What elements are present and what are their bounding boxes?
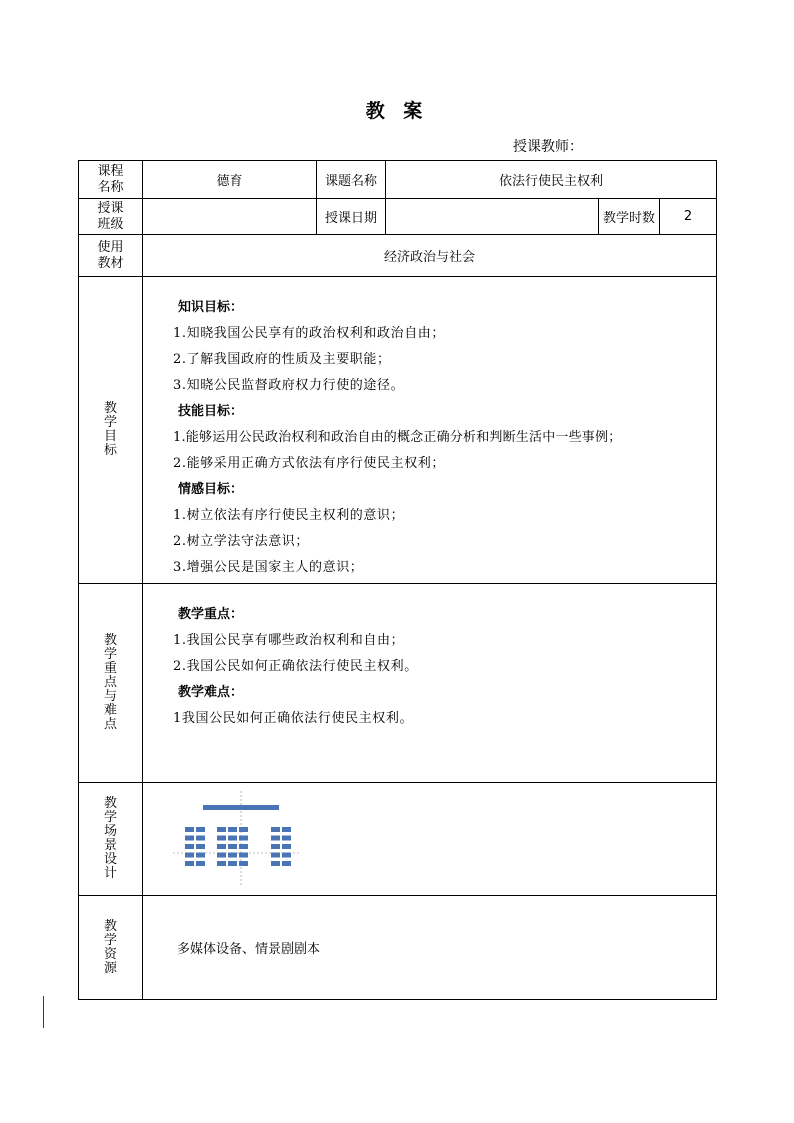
objectives-content (143, 277, 717, 584)
teacher-label: 授课教师： (513, 139, 583, 155)
seat (271, 836, 280, 841)
course-name-label (79, 161, 143, 199)
seat (196, 853, 205, 858)
seat (228, 844, 237, 849)
seat (271, 827, 280, 832)
seat (282, 844, 291, 849)
emotion-heading: 情感目标： (178, 482, 244, 497)
seat (228, 861, 237, 866)
scene-side-label (79, 783, 143, 896)
seat (271, 861, 280, 866)
skill-item: 1.能够运用公民政治权利和政治自由的概念正确分析和判断生活中一些事例； (173, 430, 622, 445)
seat (228, 836, 237, 841)
key-points-side-text: 教学重点与难点 (103, 633, 117, 732)
emotion-item: 3.增强公民是国家主人的意识； (173, 560, 364, 575)
emotion-item: 1.树立依法有序行使民主权利的意识； (173, 508, 405, 523)
margin-mark (43, 996, 44, 1028)
seat (217, 844, 226, 849)
date-label: 授课日期 (317, 199, 386, 235)
scene-cell (143, 783, 717, 896)
difficult-heading: 教学难点： (178, 685, 244, 700)
emotion-item: 2.树立学法守法意识； (173, 534, 310, 549)
lesson-plan-table (78, 160, 717, 1000)
seat (228, 827, 237, 832)
difficult-item: 1我国公民如何正确依法行使民主权利。 (173, 711, 414, 726)
seat (239, 827, 248, 832)
seat (185, 861, 194, 866)
podium (203, 805, 279, 810)
row-class (79, 199, 717, 235)
row-textbook (79, 235, 717, 277)
key-heading: 教学重点： (178, 607, 244, 622)
seat (282, 861, 291, 866)
key-points-content (143, 584, 717, 783)
knowledge-item: 3.知晓公民监督政府权力行使的途径。 (173, 378, 405, 393)
seat-layer (185, 805, 291, 866)
course-name-value: 德育 (143, 161, 317, 199)
seat (217, 853, 226, 858)
seat (282, 836, 291, 841)
seat (239, 853, 248, 858)
resources-value: 多媒体设备、情景剧剧本 (143, 896, 717, 1000)
seat (217, 836, 226, 841)
topic-label: 课题名称 (317, 161, 386, 199)
scene-side-text: 教学场景设计 (103, 796, 117, 881)
skill-item: 2.能够采用正确方式依法有序行使民主权利； (173, 456, 446, 471)
seat (196, 836, 205, 841)
seat (185, 844, 194, 849)
seat (217, 827, 226, 832)
textbook-value: 经济政治与社会 (143, 235, 717, 277)
seat (196, 827, 205, 832)
seat (239, 836, 248, 841)
objectives-side-label (79, 277, 143, 584)
class-label (79, 199, 143, 235)
hours-value: 2 (660, 199, 717, 235)
row-objectives (79, 277, 717, 584)
seat (282, 853, 291, 858)
seat (271, 844, 280, 849)
seat (185, 836, 194, 841)
classroom-seating-diagram (171, 789, 311, 889)
resources-side-text: 教学资源 (103, 918, 117, 976)
class-label-text: 授课班级 (97, 200, 124, 232)
date-value (386, 199, 599, 235)
seat (196, 861, 205, 866)
course-name-label-text: 课程名称 (97, 163, 124, 195)
row-course (79, 161, 717, 199)
hours-label: 教学时数 (599, 199, 660, 235)
seat (185, 853, 194, 858)
knowledge-item: 2.了解我国政府的性质及主要职能； (173, 352, 391, 367)
row-resources (79, 896, 717, 1000)
page-title: 教 案 (365, 100, 429, 122)
knowledge-item: 1.知晓我国公民享有的政治权利和政治自由； (173, 326, 446, 341)
key-item: 2.我国公民如何正确依法行使民主权利。 (173, 659, 418, 674)
seat (239, 844, 248, 849)
key-item: 1.我国公民享有哪些政治权利和自由； (173, 633, 405, 648)
seat (239, 861, 248, 866)
knowledge-heading: 知识目标： (178, 300, 244, 315)
textbook-label (79, 235, 143, 277)
row-key-points (79, 584, 717, 783)
skill-heading: 技能目标： (178, 404, 244, 419)
topic-value: 依法行使民主权利 (386, 161, 717, 199)
seat (282, 827, 291, 832)
class-value (143, 199, 317, 235)
objectives-side-text: 教学目标 (103, 401, 117, 458)
resources-side-label (79, 896, 143, 1000)
seat (271, 853, 280, 858)
row-scene (79, 783, 717, 896)
seat (228, 853, 237, 858)
textbook-label-text: 使用教材 (97, 239, 124, 271)
key-points-side-label (79, 584, 143, 783)
seat (196, 844, 205, 849)
seat (217, 861, 226, 866)
seat (185, 827, 194, 832)
